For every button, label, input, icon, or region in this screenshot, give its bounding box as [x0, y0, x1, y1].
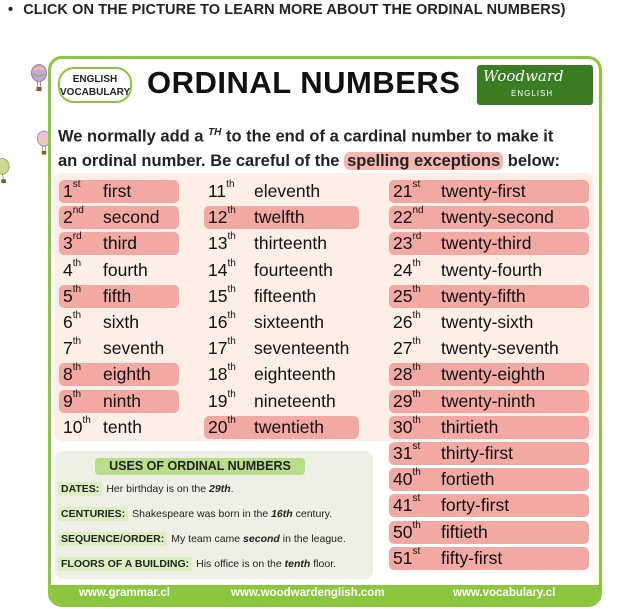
use-text-end: floor.	[310, 558, 337, 570]
ordinal-digits: 19	[208, 390, 228, 411]
ordinal-row-1	[59, 180, 179, 203]
ordinal-word: fiftieth	[441, 521, 488, 542]
ordinal-digits: 7	[63, 338, 73, 359]
ordinal-number	[208, 233, 254, 254]
use-emphasis: 29th	[209, 483, 231, 495]
ordinal-number	[208, 312, 254, 333]
ordinal-digits: 20	[208, 416, 228, 437]
ordinal-number	[208, 257, 254, 281]
ordinal-word: fifth	[103, 285, 132, 306]
ordinal-digits: 12	[208, 207, 228, 228]
intro-part2: to the end of a cardinal number to make it	[221, 127, 554, 146]
ordinal-suffix: th	[412, 310, 421, 321]
ordinal-digits: 50	[393, 521, 413, 542]
ordinal-digits: 6	[63, 312, 73, 332]
ordinal-suffix: th	[72, 362, 82, 374]
ordinal-number	[63, 283, 103, 307]
ordinal-digits: 3	[63, 233, 73, 254]
ordinal-row-22	[389, 206, 589, 229]
ordinal-word: twenty-fifth	[441, 285, 526, 306]
ordinal-digits: 22	[393, 207, 413, 228]
badge-line2: VOCABULARY	[60, 87, 131, 98]
poster-title: ORDINAL NUMBERS	[147, 65, 461, 100]
footer-bar	[51, 585, 599, 604]
ordinal-row-7	[59, 337, 179, 360]
ordinal-digits: 15	[208, 285, 228, 306]
ordinal-number	[393, 312, 441, 333]
ordinal-digits: 9	[63, 390, 73, 411]
ordinal-suffix: th	[82, 414, 91, 426]
ordinal-digits: 27	[393, 338, 413, 359]
ordinal-suffix: st	[412, 493, 421, 505]
uses-title: USES OF ORDINAL NUMBERS	[95, 458, 305, 475]
ordinal-number	[208, 338, 254, 359]
ordinal-word: twelfth	[254, 207, 305, 228]
intro-line2b: below:	[503, 151, 561, 170]
balloon-icon	[30, 64, 48, 92]
ordinal-digits: 40	[393, 469, 413, 490]
ordinal-row-2	[59, 206, 179, 229]
ordinal-row-27	[389, 337, 589, 360]
use-emphasis: second	[243, 533, 280, 545]
ordinal-word: seventeenth	[254, 338, 350, 359]
ordinal-number	[63, 233, 103, 254]
ordinal-digits: 2	[63, 207, 73, 228]
ordinal-word: twenty-first	[441, 181, 526, 201]
ordinal-digits: 17	[208, 338, 228, 359]
use-text: My team came	[171, 533, 244, 545]
intro-line2a: an ordinal number. Be careful of the	[58, 151, 345, 170]
ordinal-word: fortieth	[441, 469, 495, 490]
ordinal-row-29	[389, 390, 589, 413]
ordinal-word: twenty-eighth	[441, 364, 546, 385]
ordinal-word: sixteenth	[254, 312, 325, 332]
intro-th: TH	[208, 127, 222, 138]
ordinal-word: twenty-ninth	[441, 390, 536, 411]
intro-text	[58, 121, 560, 173]
ordinal-word: thirtieth	[441, 416, 499, 437]
ordinal-row-31	[389, 442, 589, 465]
ordinal-row-9	[59, 390, 179, 413]
bullet: •	[8, 2, 14, 18]
ordinal-suffix: th	[227, 283, 236, 295]
ordinal-digits: 10	[63, 416, 83, 437]
ordinal-suffix: th	[412, 467, 421, 479]
ordinal-number	[393, 181, 441, 202]
ordinal-suffix: th	[412, 362, 421, 374]
ordinal-numbers-poster[interactable]	[48, 56, 602, 607]
ordinal-number	[393, 338, 441, 359]
ordinal-number	[63, 338, 103, 359]
ordinal-row-18	[204, 363, 359, 386]
ordinal-row-30	[389, 416, 589, 439]
use-text: His office is on the	[196, 558, 285, 570]
ordinal-row-11	[204, 180, 359, 203]
ordinal-digits: 21	[393, 181, 413, 201]
ordinal-number	[393, 495, 441, 516]
ordinal-word: fifty-first	[441, 547, 503, 568]
ordinal-word: seventh	[103, 338, 165, 359]
ordinal-row-5	[59, 285, 179, 308]
ordinal-number	[393, 257, 441, 281]
ordinal-suffix: th	[72, 283, 82, 295]
ordinal-suffix: nd	[412, 205, 424, 217]
use-text-end: .	[230, 483, 234, 495]
ordinal-number	[393, 364, 441, 385]
instruction-text	[8, 2, 566, 18]
use-label: CENTURIES:	[58, 507, 128, 521]
ordinal-word: thirty-first	[441, 443, 513, 463]
ordinal-suffix: th	[412, 414, 421, 426]
ordinal-digits: 13	[208, 233, 228, 254]
ordinal-number	[393, 519, 441, 543]
ordinal-row-41	[389, 494, 589, 517]
ordinal-word: third	[103, 233, 138, 254]
ordinal-word: first	[103, 181, 132, 201]
ordinal-number	[208, 364, 254, 385]
ordinal-number	[393, 443, 441, 464]
ordinal-digits: 11	[208, 181, 227, 201]
ordinal-row-24	[389, 259, 589, 282]
use-emphasis: 16th	[271, 508, 293, 520]
ordinal-row-3	[59, 232, 179, 255]
ordinal-suffix: st	[72, 179, 81, 190]
use-label: SEQUENCE/ORDER:	[58, 532, 167, 546]
ordinal-number	[393, 233, 441, 254]
ordinal-number	[63, 388, 103, 412]
ordinal-digits: 24	[393, 259, 413, 280]
ordinal-number	[393, 545, 441, 569]
ordinal-digits: 4	[63, 259, 73, 280]
ordinal-word: twenty-sixth	[441, 312, 534, 332]
ordinal-suffix: th	[412, 283, 421, 295]
ordinal-number	[208, 283, 254, 307]
ordinal-row-20	[204, 416, 359, 439]
ordinal-word: fourteenth	[254, 259, 333, 280]
ordinal-word: fifteenth	[254, 285, 317, 306]
ordinal-digits: 14	[208, 259, 228, 280]
ordinal-row-12	[204, 206, 359, 229]
badge-line1: ENGLISH	[72, 74, 118, 85]
ordinal-number	[208, 181, 254, 202]
intro-part1: We normally add a	[58, 127, 209, 146]
ordinal-row-15	[204, 285, 359, 308]
ordinal-digits: 28	[393, 364, 413, 385]
ordinal-number	[63, 312, 103, 333]
ordinal-row-26	[389, 311, 589, 334]
footer-link-woodward[interactable]: www.woodwardenglish.com	[231, 587, 385, 599]
use-text-end: century.	[292, 508, 333, 520]
ordinal-word: forty-first	[441, 495, 510, 516]
use-emphasis: tenth	[284, 558, 311, 570]
ordinal-row-6	[59, 311, 179, 334]
ordinal-suffix: th	[227, 336, 236, 348]
ordinal-word: twentieth	[254, 416, 325, 437]
use-text: Her birthday is on the	[106, 483, 210, 495]
ordinal-row-4	[59, 259, 179, 282]
ordinal-row-21	[389, 180, 589, 203]
ordinal-digits: 29	[393, 390, 413, 411]
instruction-label: CLICK ON THE PICTURE TO LEARN MORE ABOUT THE ORDINAL NUMBERS)	[23, 2, 566, 18]
ordinal-number	[63, 181, 103, 202]
ordinal-suffix: th	[227, 414, 236, 426]
ordinal-suffix: th	[227, 362, 236, 374]
ordinal-suffix: th	[72, 257, 82, 269]
ordinal-row-23	[389, 232, 589, 255]
ordinal-word: tenth	[103, 416, 142, 437]
logo-brand: Woodward	[483, 67, 564, 85]
ordinal-suffix: th	[412, 257, 421, 269]
ordinal-number	[393, 388, 441, 412]
ordinal-suffix: th	[227, 257, 236, 269]
ordinal-suffix: th	[72, 336, 82, 348]
ordinal-digits: 5	[63, 285, 73, 306]
logo-sub: ENGLISH	[511, 89, 554, 98]
ordinal-word: eighteenth	[254, 364, 336, 385]
ordinal-number	[208, 414, 254, 438]
ordinal-suffix: th	[412, 336, 421, 348]
use-label: DATES:	[58, 482, 102, 496]
ordinal-row-40	[389, 468, 589, 491]
ordinal-suffix: th	[226, 179, 235, 190]
use-example-row	[58, 532, 346, 546]
ordinal-digits: 25	[393, 285, 413, 306]
ordinal-suffix: st	[412, 545, 421, 557]
ordinal-suffix: th	[412, 388, 421, 400]
footer-link-grammar[interactable]: www.grammar.cl	[79, 587, 170, 599]
ordinal-digits: 30	[393, 416, 413, 437]
ordinal-row-10	[59, 416, 179, 439]
ordinal-row-13	[204, 232, 359, 255]
ordinal-digits: 18	[208, 364, 228, 385]
ordinal-number	[63, 257, 103, 281]
ordinal-suffix: rd	[412, 231, 422, 243]
use-example-row	[58, 557, 336, 571]
ordinal-word: second	[103, 207, 160, 228]
ordinal-digits: 31	[393, 443, 413, 463]
footer-link-vocabulary[interactable]: www.vocabulary.cl	[453, 587, 556, 599]
ordinal-row-14	[204, 259, 359, 282]
ordinal-word: ninth	[103, 390, 141, 411]
ordinal-number	[208, 388, 254, 412]
ordinal-number	[393, 469, 441, 490]
ordinal-word: thirteenth	[254, 233, 327, 254]
ordinal-row-8	[59, 363, 179, 386]
ordinal-word: twenty-third	[441, 233, 532, 254]
ordinal-digits: 41	[393, 495, 413, 516]
ordinal-suffix: th	[72, 388, 82, 400]
ordinal-suffix: th	[227, 388, 236, 400]
woodward-logo	[477, 65, 593, 105]
use-text-end: in the league.	[279, 533, 346, 545]
ordinal-suffix: th	[72, 310, 82, 321]
ordinal-word: twenty-seventh	[441, 338, 559, 359]
ordinal-suffix: st	[412, 179, 421, 190]
balloon-icon	[0, 158, 10, 184]
spelling-exceptions-highlight: spelling exceptions	[344, 152, 503, 170]
ordinal-row-25	[389, 285, 589, 308]
ordinal-digits: 51	[393, 547, 413, 568]
ordinal-suffix: st	[412, 441, 421, 452]
use-label: FLOORS OF A BUILDING:	[58, 557, 192, 571]
ordinal-number	[208, 207, 254, 228]
ordinal-row-17	[204, 337, 359, 360]
ordinal-row-50	[389, 521, 589, 544]
ordinal-digits: 23	[393, 233, 413, 254]
ordinal-row-28	[389, 363, 589, 386]
ordinal-row-51	[389, 547, 589, 570]
ordinal-number	[63, 364, 103, 385]
ordinal-word: nineteenth	[254, 390, 336, 411]
ordinal-number	[63, 414, 103, 438]
ordinal-suffix: nd	[72, 205, 84, 217]
ordinal-suffix: th	[227, 310, 236, 321]
ordinal-number	[393, 207, 441, 228]
ordinal-digits: 1	[63, 181, 73, 201]
ordinal-word: eighth	[103, 364, 151, 385]
ordinal-row-16	[204, 311, 359, 334]
ordinal-word: eleventh	[254, 181, 321, 201]
ordinal-digits: 16	[208, 312, 228, 332]
ordinal-word: sixth	[103, 312, 139, 332]
ordinal-number	[393, 414, 441, 438]
ordinal-row-19	[204, 390, 359, 413]
ordinal-digits: 8	[63, 364, 73, 385]
use-example-row	[58, 507, 332, 521]
ordinal-word: twenty-second	[441, 207, 554, 228]
english-vocabulary-badge	[58, 67, 132, 103]
use-text: Shakespeare was born in the	[132, 508, 272, 520]
use-example-row	[58, 482, 234, 496]
ordinal-number	[63, 207, 103, 228]
ordinal-number	[393, 283, 441, 307]
ordinal-word: fourth	[103, 259, 148, 280]
ordinal-suffix: th	[412, 519, 421, 531]
ordinal-digits: 26	[393, 312, 413, 332]
ordinal-suffix: th	[227, 231, 236, 243]
ordinal-suffix: th	[227, 205, 236, 217]
ordinal-suffix: rd	[72, 231, 82, 243]
ordinal-word: twenty-fourth	[441, 259, 543, 280]
